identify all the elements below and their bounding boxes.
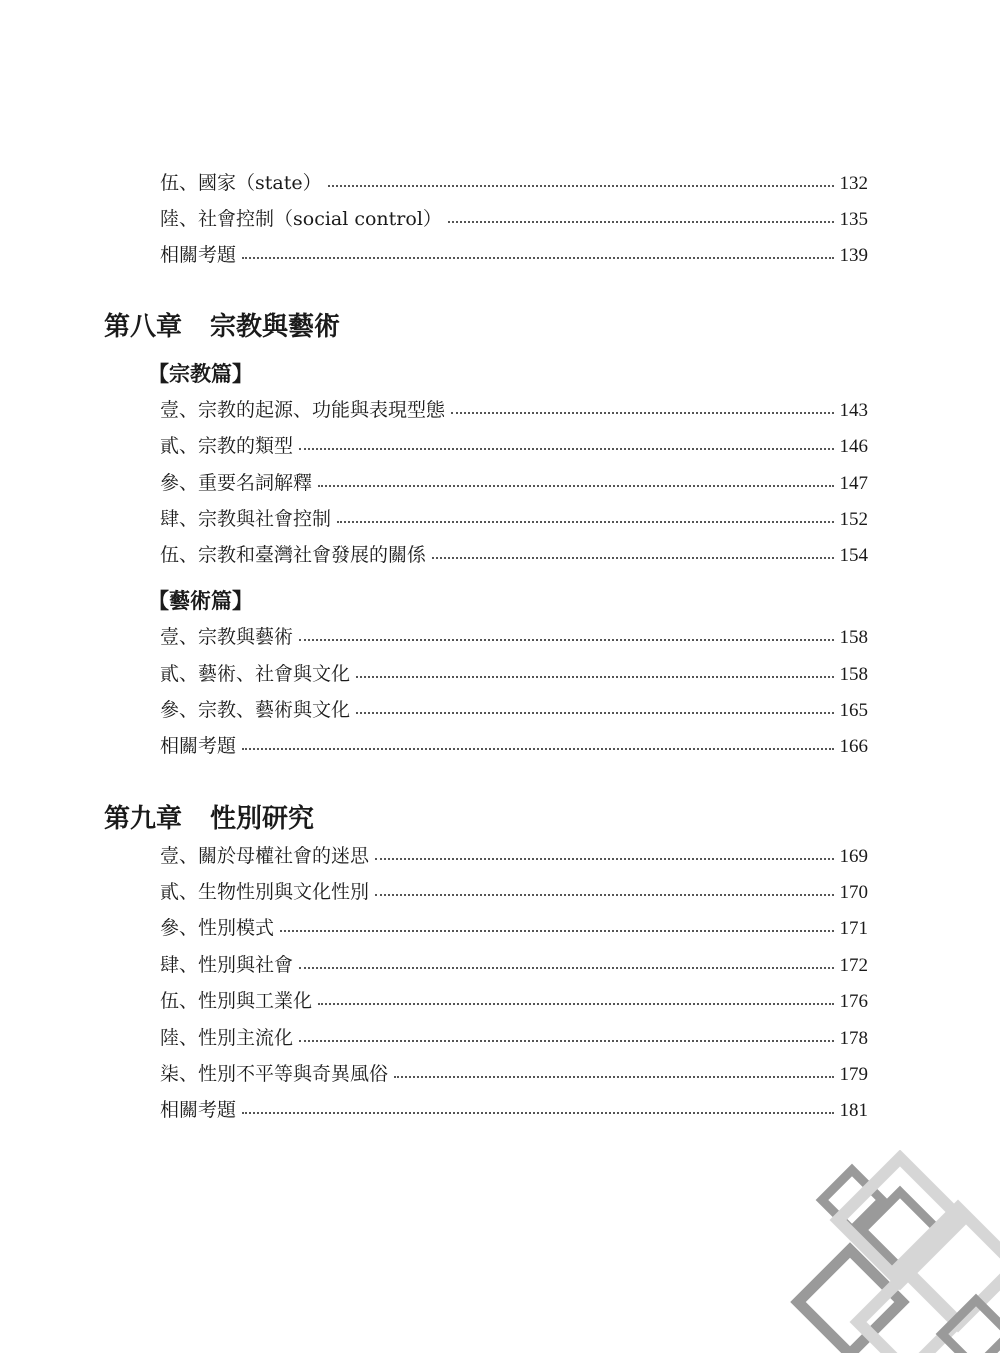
entry-title: 肆、宗教與社會控制 [160,508,332,530]
section-heading-religion: 【宗教篇】 [148,361,253,386]
chapter-number: 第八章 [104,312,183,342]
toc-entry[interactable] [160,947,868,983]
entry-title: 柒、性別不平等與奇異風俗 [160,1063,389,1085]
entry-page: 172 [839,955,868,976]
entry-page: 169 [839,846,868,867]
entry-page: 176 [839,991,868,1012]
entry-title: 貳、宗教的類型 [160,435,294,457]
toc-entry[interactable] [160,874,868,910]
toc-entry[interactable] [160,501,868,537]
entry-page: 152 [839,509,868,530]
leader-dots [356,675,833,678]
toc-entry[interactable] [160,983,868,1019]
entry-page: 179 [839,1064,868,1085]
leader-dots [451,411,833,414]
leader-dots [299,1039,833,1042]
toc-entry[interactable] [160,465,868,501]
toc-entry[interactable] [160,201,868,237]
entry-title: 貳、生物性別與文化性別 [160,881,370,903]
chapter-heading-9[interactable] [104,799,314,839]
leader-dots [375,893,833,896]
entry-title: 伍、性別與工業化 [160,990,313,1012]
leader-dots [242,256,833,259]
leader-dots [375,857,833,860]
entry-title: 相關考題 [160,244,237,266]
toc-entry[interactable] [160,428,868,464]
toc-entry[interactable] [160,728,868,764]
toc-entry[interactable] [160,237,868,273]
toc-entry[interactable] [160,1056,868,1092]
entry-page: 181 [839,1100,868,1121]
entry-page: 139 [839,245,868,266]
leader-dots [242,747,833,750]
leader-dots [337,520,833,523]
entry-page: 158 [839,627,868,648]
entry-title: 陸、社會控制（social control） [160,208,442,230]
section-heading-art: 【藝術篇】 [148,588,253,613]
entry-page: 143 [839,400,868,421]
leader-dots [394,1075,833,1078]
entry-page: 171 [839,918,868,939]
toc-entry[interactable] [160,910,868,946]
leader-dots [328,184,834,187]
chapter-heading-8[interactable] [104,307,340,347]
toc-entry[interactable] [160,537,868,573]
entry-title: 陸、性別主流化 [160,1027,294,1049]
entry-page: 158 [839,664,868,685]
toc-entry[interactable] [160,165,868,201]
entry-title: 壹、宗教的起源、功能與表現型態 [160,399,446,421]
leader-dots [299,966,833,969]
chapter-number: 第九章 [104,804,183,834]
leader-dots [242,1111,833,1114]
entry-page: 154 [839,545,868,566]
entry-title: 參、重要名詞解釋 [160,472,313,494]
leader-dots [299,447,833,450]
entry-title: 壹、關於母權社會的迷思 [160,845,370,867]
entry-title: 伍、國家（state） [160,172,322,194]
leader-dots [318,1002,833,1005]
entry-title: 肆、性別與社會 [160,954,294,976]
entry-title: 貳、藝術、社會與文化 [160,663,351,685]
entry-page: 166 [839,736,868,757]
toc-entry[interactable] [160,656,868,692]
entry-page: 178 [839,1028,868,1049]
entry-page: 132 [839,173,868,194]
decorative-diamonds-graphic [790,1150,1000,1353]
toc-entry[interactable] [160,392,868,428]
entry-page: 165 [839,700,868,721]
entry-title: 相關考題 [160,1099,237,1121]
entry-title: 壹、宗教與藝術 [160,626,294,648]
leader-dots [356,711,833,714]
leader-dots [280,929,833,932]
chapter-title: 宗教與藝術 [210,312,341,342]
leader-dots [299,638,833,641]
entry-title: 參、性別模式 [160,917,275,939]
entry-page: 147 [839,473,868,494]
entry-title: 伍、宗教和臺灣社會發展的關係 [160,544,427,566]
toc-entry[interactable] [160,692,868,728]
toc-entry[interactable] [160,838,868,874]
toc-entry[interactable] [160,619,868,655]
toc-entry[interactable] [160,1020,868,1056]
entry-title: 參、宗教、藝術與文化 [160,699,351,721]
leader-dots [318,484,833,487]
leader-dots [432,556,833,559]
entry-title: 相關考題 [160,735,237,757]
chapter-title: 性別研究 [210,804,315,834]
entry-page: 146 [839,436,868,457]
toc-entry[interactable] [160,1092,868,1128]
leader-dots [448,220,834,223]
entry-page: 135 [839,209,868,230]
entry-page: 170 [839,882,868,903]
